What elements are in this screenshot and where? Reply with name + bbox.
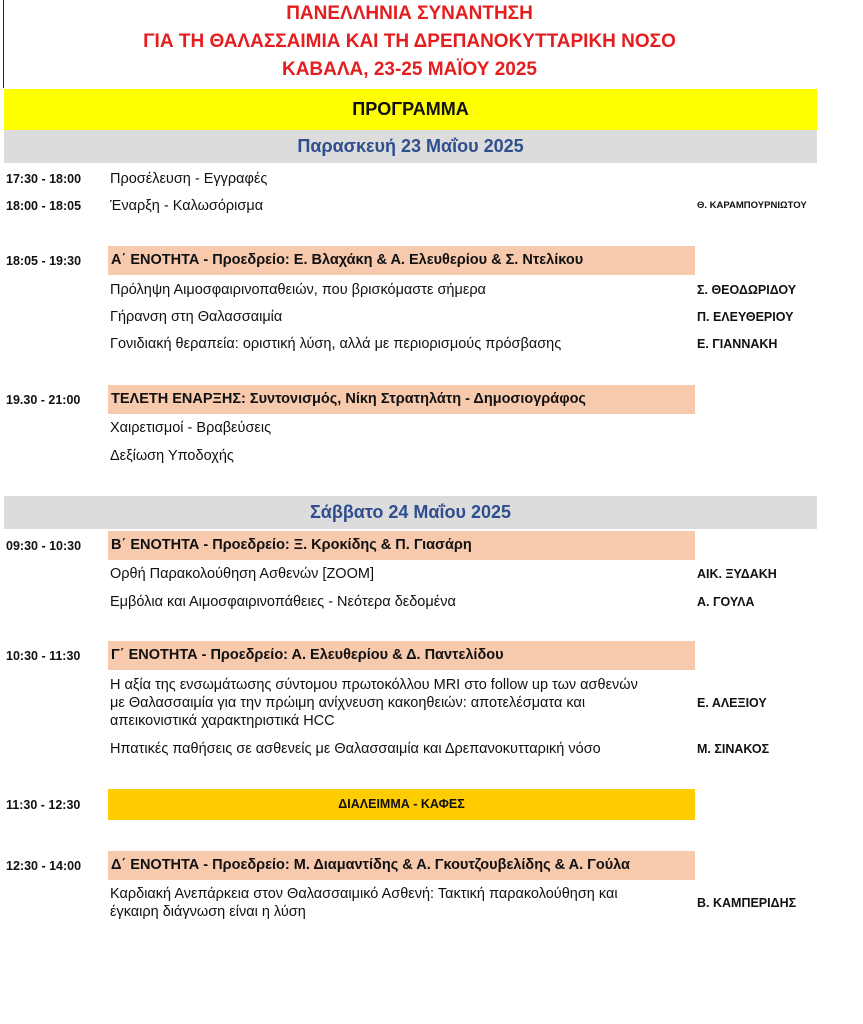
talk-title: Ηπατικές παθήσεις σε ασθενείς με Θαλασσαιμία και Δρεπανοκυτταρική νόσο — [110, 741, 601, 757]
session-d-header: Δ΄ ΕΝΟΤΗΤΑ - Προεδρείο: Μ. Διαμαντίδης & Α. Γκουτζουβελίδης & Α. Γούλα — [108, 851, 695, 880]
time-slot: 18:00 - 18:05 — [6, 199, 82, 213]
day-2-banner: Σάββατο 24 Μαΐου 2025 — [4, 496, 817, 529]
agenda-item-title: Έναρξη - Καλωσόρισμα — [110, 198, 264, 214]
talk-title-line: Η αξία της ενσωμάτωσης σύντομου πρωτοκόλλου MRI στο follow up των ασθενών — [110, 677, 638, 693]
session-b-header: Β΄ ΕΝΟΤΗΤΑ - Προεδρείο: Ξ. Κροκίδης & Π. Γιασάρη — [108, 531, 695, 560]
header-line-3: ΚΑΒΑΛΑ, 23-25 ΜΑΪΟΥ 2025 — [281, 59, 537, 80]
session-a-header: Α΄ ΕΝΟΤΗΤΑ - Προεδρείο: Ε. Βλαχάκη & Α. Ελευθερίου & Σ. Ντελίκου — [108, 246, 695, 275]
time-slot: 10:30 - 11:30 — [6, 649, 81, 663]
speaker-name: Ε. ΑΛΕΞΙΟΥ — [697, 696, 767, 710]
talk-title: Εμβόλια και Αιμοσφαιρινοπάθειες - Νεότερα δεδομένα — [110, 594, 456, 610]
speaker-name: Σ. ΘΕΟΔΩΡΙΔΟΥ — [697, 283, 797, 297]
talk-title-line: απεικονιστικά χαρακτηριστικά HCC — [110, 713, 335, 729]
time-slot: 12:30 - 14:00 — [6, 859, 82, 873]
talk-title: Πρόληψη Αιμοσφαιρινοπαθειών, που βρισκόμαστε σήμερα — [110, 282, 486, 298]
talk-title: Γήρανση στη Θαλασσαιμία — [110, 309, 283, 325]
talk-title-line: έγκαιρη διάγνωση είναι η λύση — [110, 904, 306, 920]
talk-title-line: Καρδιακή Ανεπάρκεια στον Θαλασσαιμικό Ασθενή: Τακτική παρακολούθηση και — [110, 886, 618, 902]
speaker-name: ΑΙΚ. ΞΥΔΑΚΗ — [697, 567, 777, 581]
speaker-name: Α. ΓΟΥΛΑ — [697, 595, 755, 609]
agenda-item-title: Δεξίωση Υποδοχής — [110, 448, 234, 464]
talk-title-line: με Θαλασσαιμία για την πρώιμη ανίχνευση κακοηθειών: αποτελέσματα και — [110, 695, 586, 711]
speaker-name: Ε. ΓΙΑΝΝΑΚΗ — [697, 337, 778, 351]
coffee-break-bar: ΔΙΑΛΕΙΜΜΑ - ΚΑΦΕΣ — [108, 789, 695, 820]
agenda-item-title: Χαιρετισμοί - Βραβεύσεις — [110, 420, 272, 436]
speaker-name: Μ. ΣΙΝΑΚΟΣ — [697, 742, 770, 756]
time-slot: 11:30 - 12:30 — [6, 798, 81, 812]
speaker-name: Β. ΚΑΜΠΕΡΙΔΗΣ — [697, 896, 797, 910]
time-slot: 19.30 - 21:00 — [6, 393, 81, 407]
agenda-item-title: Προσέλευση - Εγγραφές — [110, 171, 268, 187]
time-slot: 18:05 - 19:30 — [6, 254, 82, 268]
day-1-banner: Παρασκευή 23 Μαΐου 2025 — [4, 130, 817, 163]
speaker-name: Π. ΕΛΕΥΘΕΡΙΟΥ — [697, 310, 794, 324]
header-line-2: ΓΙΑ ΤΗ ΘΑΛΑΣΣΑΙΜΙΑ ΚΑΙ ΤΗ ΔΡΕΠΑΝΟΚΥΤΤΑΡΙΚΗ ΝΟΣΟ — [143, 31, 676, 52]
program-banner: ΠΡΟΓΡΑΜΜΑ — [4, 89, 817, 130]
speaker-name: Θ. ΚΑΡΑΜΠΟΥΡΝΙΩΤΟΥ — [697, 200, 807, 211]
talk-title: Γονιδιακή θεραπεία: οριστική λύση, αλλά με περιορισμούς πρόσβασης — [110, 336, 562, 352]
time-slot: 17:30 - 18:00 — [6, 172, 82, 186]
ceremony-header: ΤΕΛΕΤΗ ΕΝΑΡΞΗΣ: Συντονισμός, Νίκη Στρατηλάτη - Δημοσιογράφος — [108, 385, 695, 414]
talk-title: Ορθή Παρακολούθηση Ασθενών [ZOOM] — [110, 566, 374, 582]
header-line-1: ΠΑΝΕΛΛΗΝΙΑ ΣΥΝΑΝΤΗΣΗ — [286, 3, 533, 24]
time-slot: 09:30 - 10:30 — [6, 539, 82, 553]
session-c-header: Γ΄ ΕΝΟΤΗΤΑ - Προεδρείο: Α. Ελευθερίου & Δ. Παντελίδου — [108, 641, 695, 670]
